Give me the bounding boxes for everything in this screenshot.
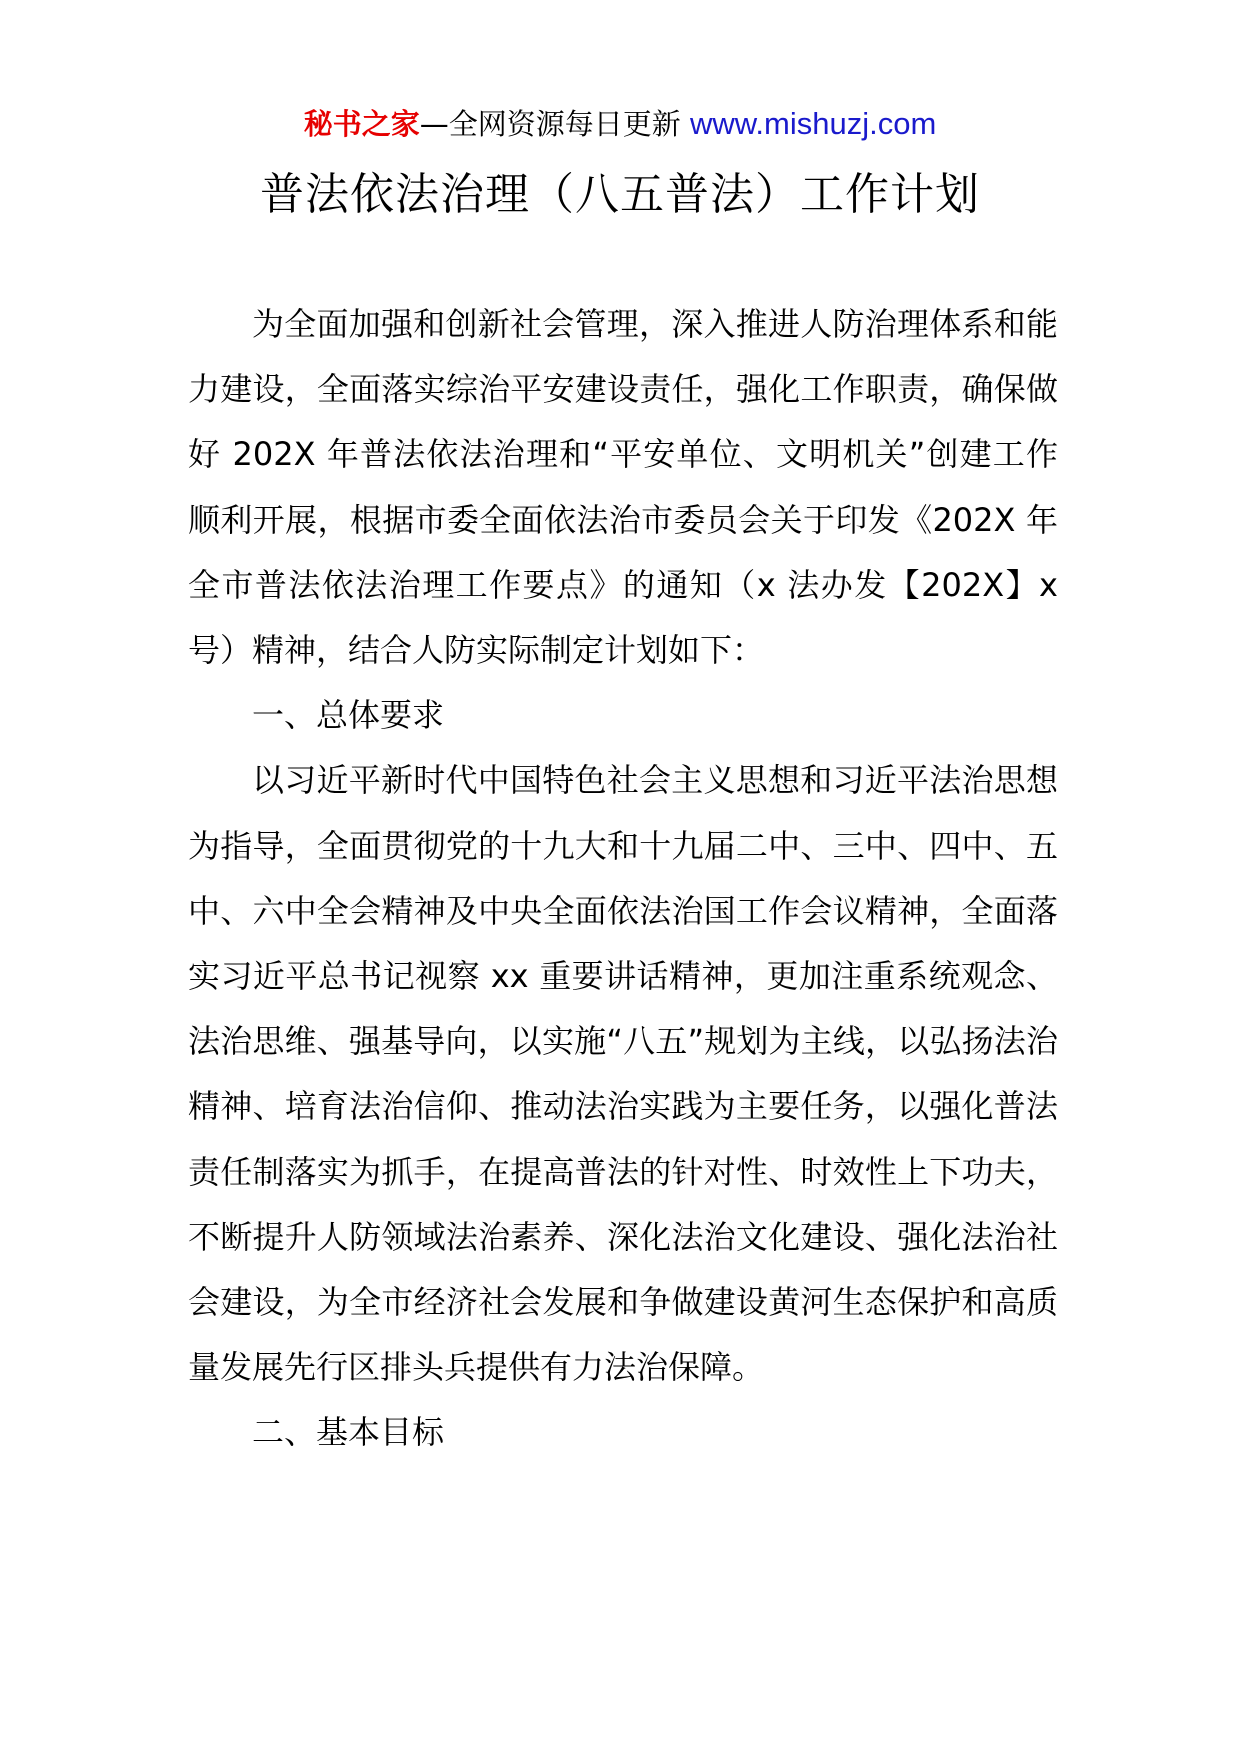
- site-url-link[interactable]: www.mishuzj.com: [689, 106, 937, 141]
- general-requirements-paragraph: 以习近平新时代中国特色社会主义思想和习近平法治思想为指导，全面贯彻党的十九大和十九届二中、三中、四中、五中、六中全会精神及中央全面依法治国工作会议精神，全面落实习近平总书记视察 xx 重要讲话精神，更加注重系统观念、法治思维、强基导向，以实施“八五”规划为主线，以弘扬法治精神、培育法治信仰、推动法治实践为主要任务，以强化普法责任制落实为抓手，在提高普法的针对性、时效性上下功夫，不断提升人防领域法治素养、深化法治文化建设、强化法治社会建设，为全市经济社会发展和争做建设黄河生态保护和高质量发展先行区排头兵提供有力法治保障。: [188, 761, 1058, 1387]
- section-heading-2: 二、基本目标: [252, 1413, 445, 1452]
- section-heading-1: 一、总体要求: [252, 696, 445, 735]
- site-header: [0, 104, 1240, 144]
- header-slogan: —全网资源每日更新: [419, 107, 681, 141]
- document-title: 普法依法治理（八五普法）工作计划: [260, 169, 980, 220]
- intro-paragraph: 为全面加强和创新社会管理，深入推进人防治理体系和能力建设，全面落实综治平安建设责任，强化工作职责，确保做好 202X 年普法依法治理和“平安单位、文明机关”创建工作顺利开展，根据市委全面依法治市委员会关于印发《202X 年全市普法依法治理工作要点》的通知（x 法办发【202X】x 号）精神，结合人防实际制定计划如下：: [188, 305, 1058, 670]
- document-body: [188, 292, 1058, 1466]
- brand-name: 秘书之家: [303, 107, 420, 141]
